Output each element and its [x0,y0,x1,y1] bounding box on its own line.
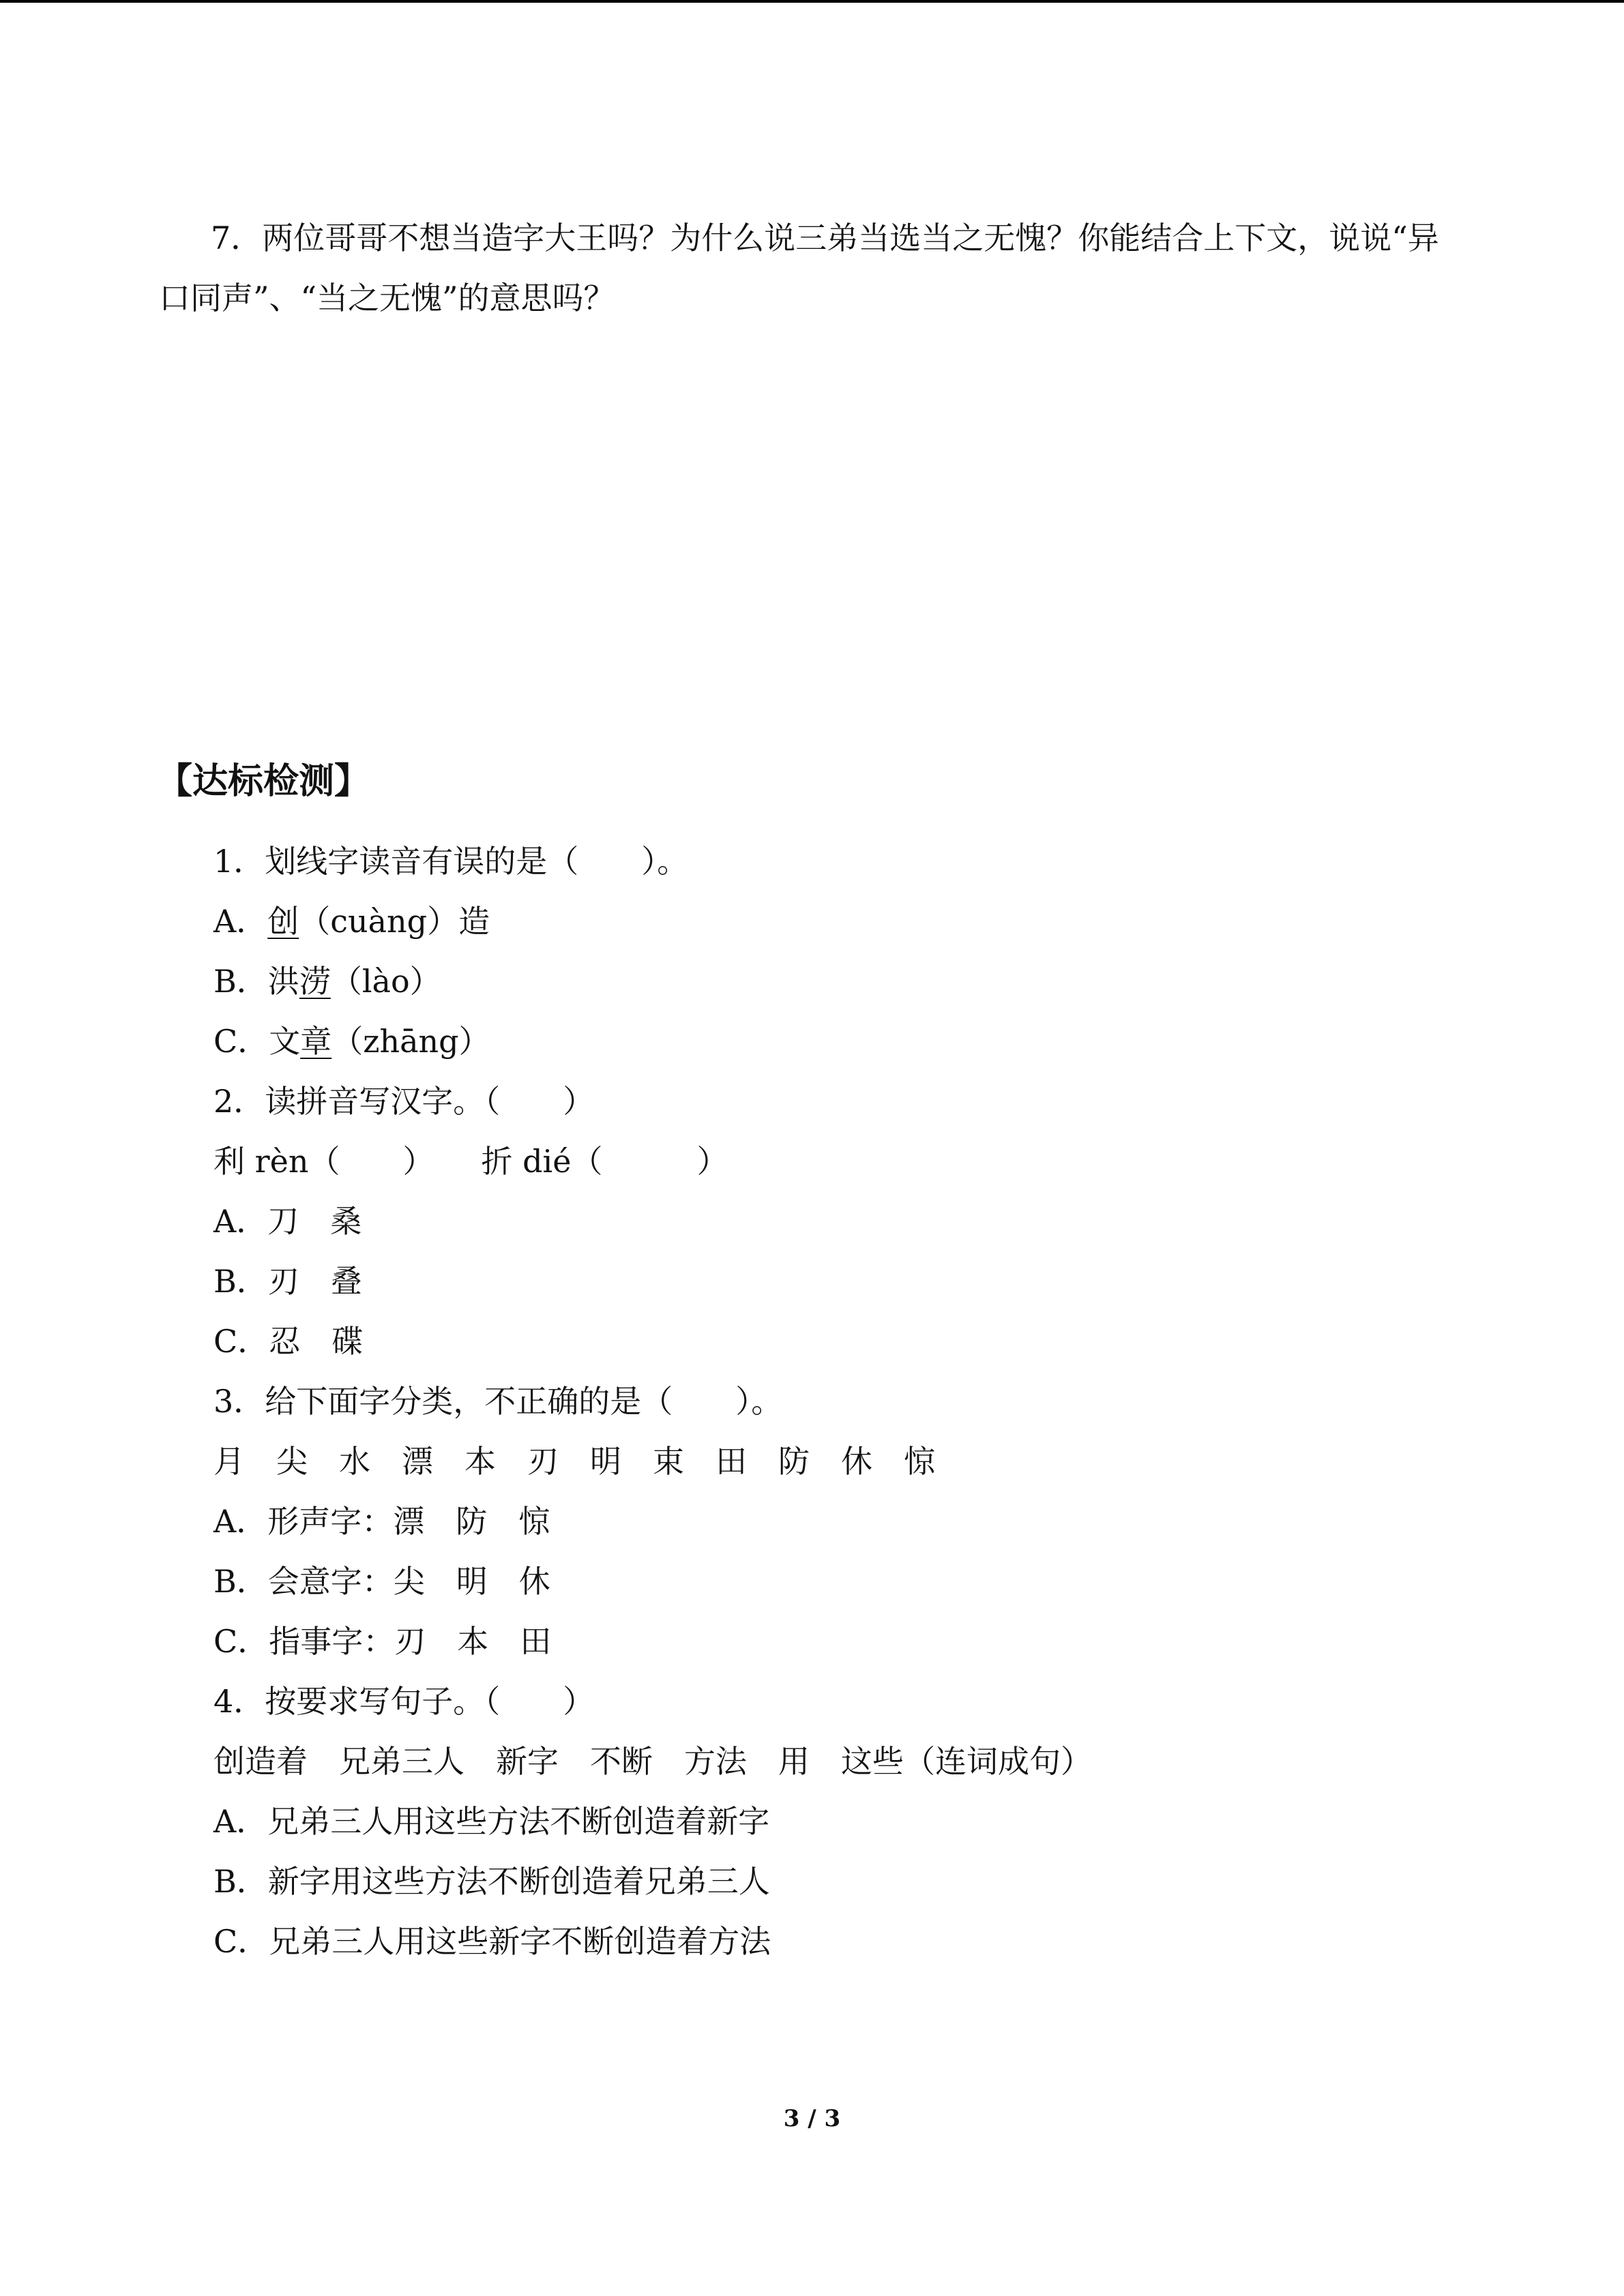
option-a-prefix: A． [213,903,268,940]
option-b-prefix: B．洪 [213,963,299,1000]
section-title: 【达标检测】 [157,761,370,802]
question-2-option-b: B．刃 叠 [213,1263,362,1300]
question-2-option-a: A．刀 桑 [213,1203,362,1240]
question-1-option-b [213,961,441,1002]
question-3-option-b: B．会意字：尖 明 休 [213,1563,550,1600]
question-7-number: 7． [211,220,263,256]
page-number: 3 / 3 [783,2105,841,2132]
question-4-stem: 4．按要求写句子。（ ） [213,1683,595,1720]
option-a-rest: （cuàng）造 [299,903,490,940]
option-c-prefix: C．文 [213,1023,301,1060]
question-3-option-c: C．指事字：刃 本 田 [213,1623,552,1660]
question-2-prompt: 利 rèn（ ） 折 dié（ ） [213,1143,728,1180]
question-3-stem: 3．给下面字分类，不正确的是（ ）。 [213,1383,783,1420]
question-4-option-c: C．兄弟三人用这些新字不断创造着方法 [213,1923,771,1960]
question-1-stem: 1．划线字读音有误的是（ ）。 [213,843,689,880]
underlined-char: 章 [300,1023,332,1060]
question-3-chars: 月 尖 水 漂 本 刃 明 束 田 防 休 惊 [213,1443,935,1480]
option-c-rest: （zhāng） [331,1023,490,1060]
question-7-text: 两位哥哥不想当造字大王吗？为什么说三弟当选当之无愧？你能结合上下文，说说“异口同声”、“当之无愧”的意思吗？ [159,220,1439,316]
top-border-rule [0,0,1624,3]
question-2-option-c: C．忍 碟 [213,1323,364,1360]
question-4-option-b: B．新字用这些方法不断创造着兄弟三人 [213,1863,770,1900]
question-1-option-c [213,1021,490,1062]
question-7 [159,208,1462,328]
underlined-char: 创 [267,903,299,940]
question-4-prompt: 创造着 兄弟三人 新字 不断 方法 用 这些（连词成句） [213,1743,1092,1780]
underlined-char: 涝 [299,963,331,1000]
question-2-stem: 2．读拼音写汉字。（ ） [213,1083,595,1120]
question-3-option-a: A．形声字：漂 防 惊 [213,1503,550,1540]
question-1-option-a [213,901,490,942]
question-4-option-a: A．兄弟三人用这些方法不断创造着新字 [213,1803,770,1840]
option-b-rest: （lào） [330,963,441,1000]
